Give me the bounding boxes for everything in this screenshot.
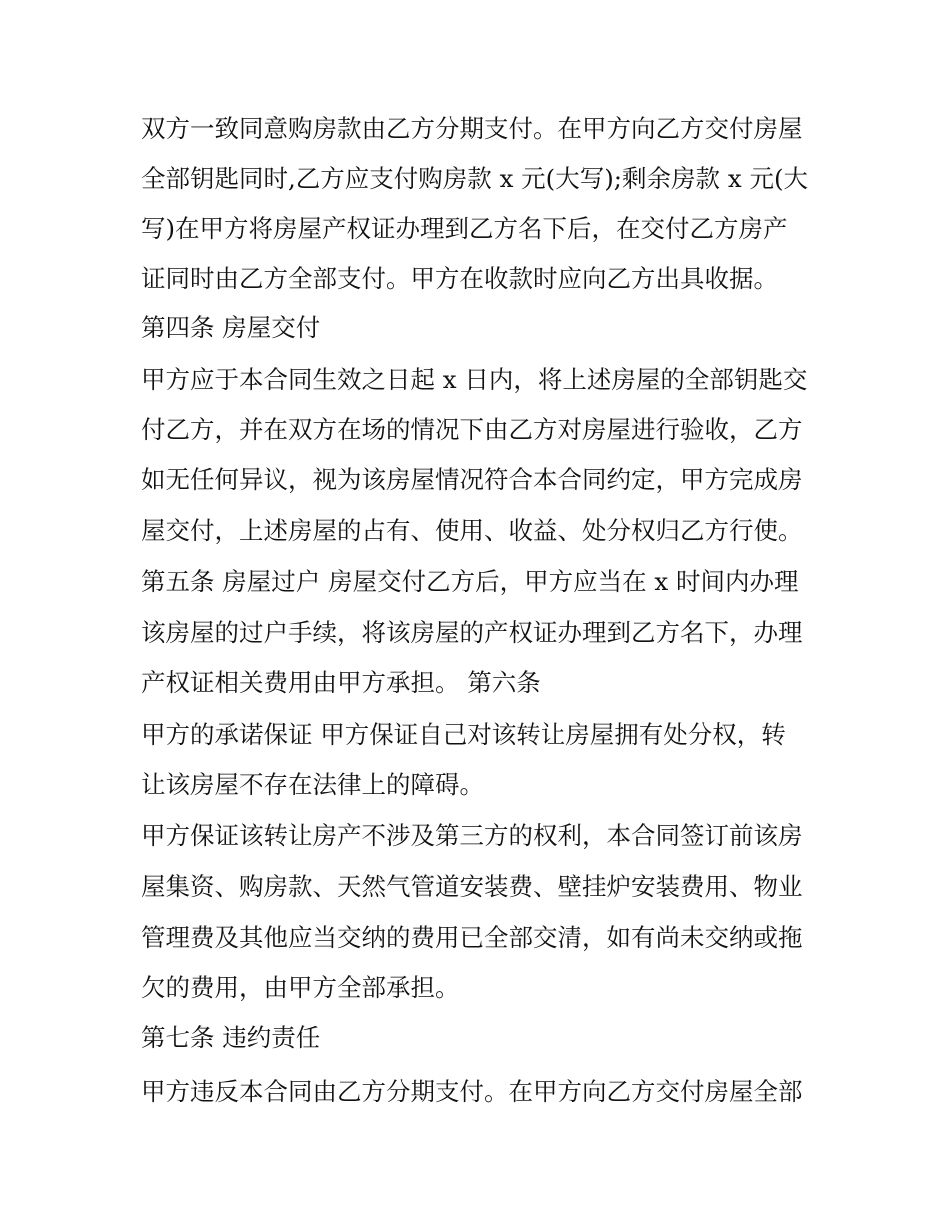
text-line: 证同时由乙方全部支付。甲方在收款时应向乙方出具收据。 [141, 264, 778, 293]
text-line: 全部钥匙同时,乙方应支付购房款 x 元(大写);剩余房款 x 元(大 [141, 164, 809, 193]
text-line: 甲方应于本合同生效之日起 x 日内，将上述房屋的全部钥匙交 [141, 365, 808, 394]
text-line: 该房屋的过户手续，将该房屋的产权证办理到乙方名下，办理 [141, 618, 803, 647]
section-heading-article-7: 第七条 违约责任 [141, 1023, 321, 1052]
text-line: 甲方违反本合同由乙方分期支付。在甲方向乙方交付房屋全部 [141, 1077, 803, 1106]
text-line: 欠的费用，由甲方全部承担。 [141, 973, 460, 1002]
text-line: 写)在甲方将房屋产权证办理到乙方名下后，在交付乙方房产 [141, 214, 788, 243]
text-line: 付乙方，并在双方在场的情况下由乙方对房屋进行验收，乙方 [141, 415, 803, 444]
text-line: 产权证相关费用由甲方承担。 第六条 [141, 668, 541, 697]
text-line: 双方一致同意购房款由乙方分期支付。在甲方向乙方交付房屋 [141, 114, 803, 143]
text-line: 屋交付，上述房屋的占有、使用、收益、处分权归乙方行使。 [141, 516, 803, 545]
section-heading-article-4: 第四条 房屋交付 [141, 313, 321, 342]
text-line: 屋集资、购房款、天然气管道安装费、壁挂炉安装费用、物业 [141, 872, 803, 901]
section-heading-article-5: 第五条 房屋过户 房屋交付乙方后，甲方应当在 x 时间内办理 [141, 567, 799, 596]
text-line: 让该房屋不存在法律上的障碍。 [141, 770, 484, 799]
text-line: 管理费及其他应当交纳的费用已全部交清，如有尚未交纳或拖 [141, 923, 803, 952]
text-line: 甲方保证该转让房产不涉及第三方的权利，本合同签订前该房 [141, 821, 803, 850]
text-line: 甲方的承诺保证 甲方保证自己对该转让房屋拥有处分权，转 [141, 720, 786, 749]
text-line: 如无任何异议，视为该房屋情况符合本合同约定，甲方完成房 [141, 465, 803, 494]
